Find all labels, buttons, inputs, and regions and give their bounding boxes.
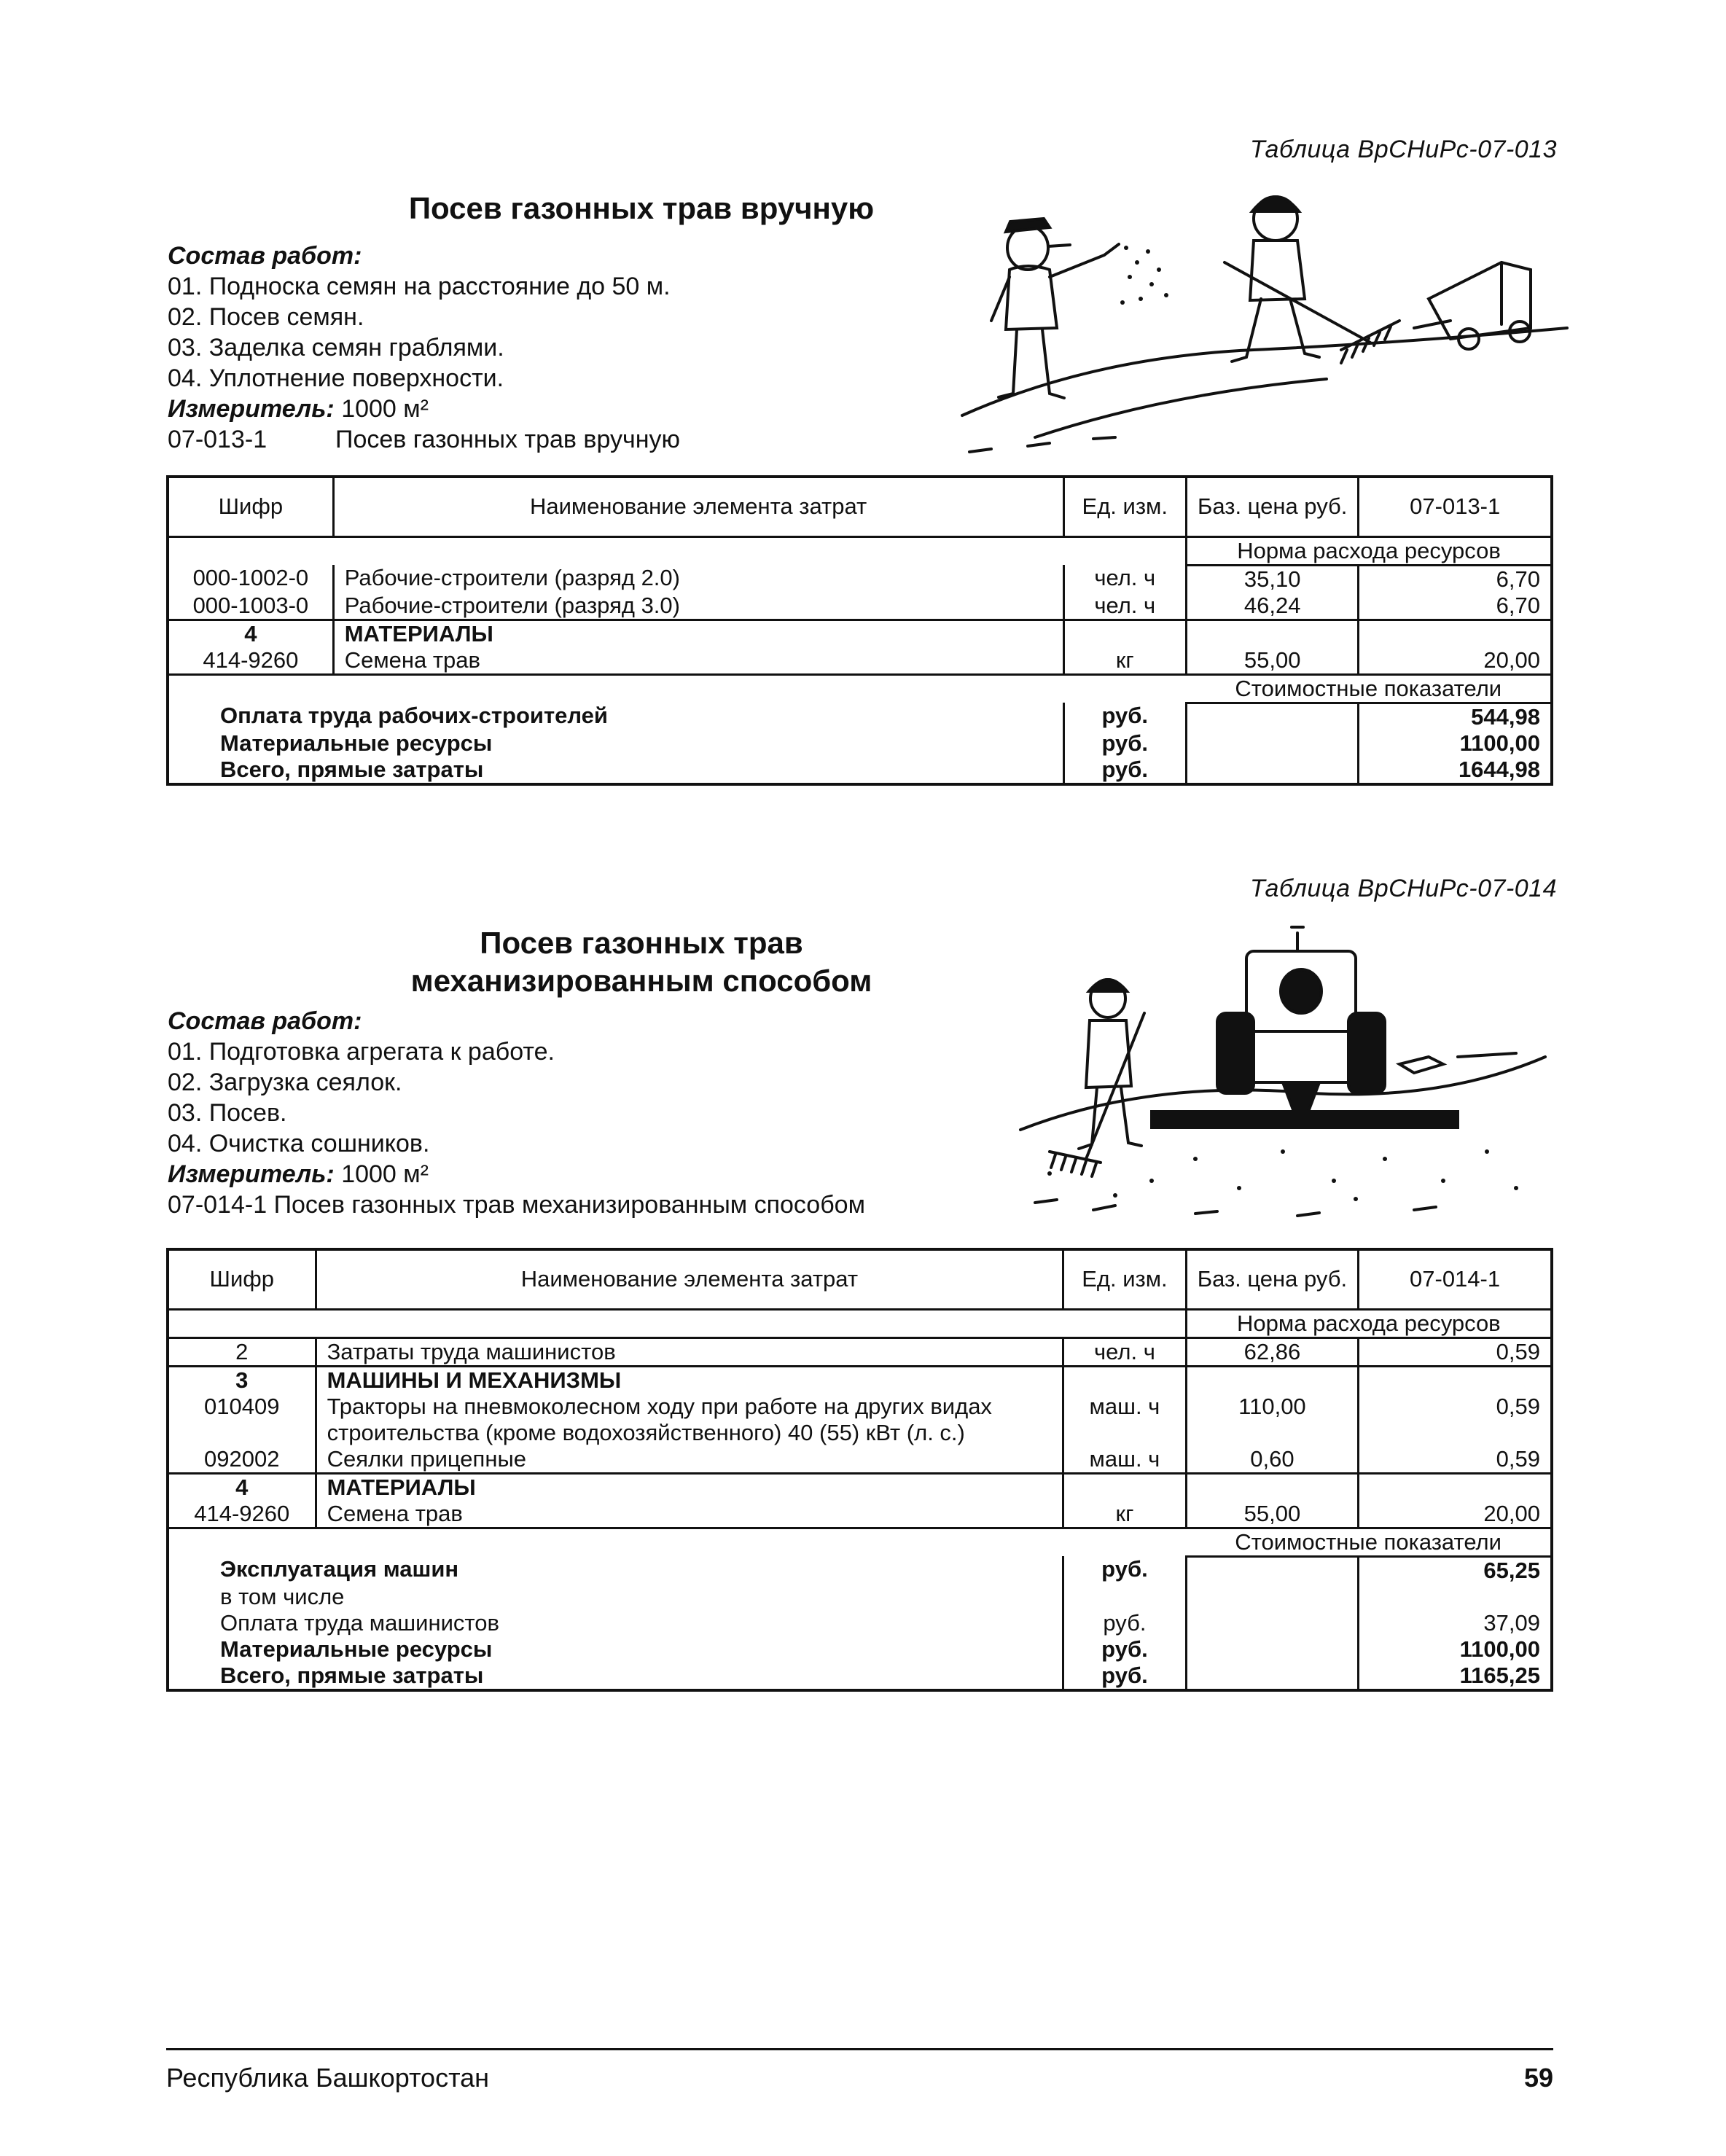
row-name: Рабочие-строители (разряд 2.0) — [333, 565, 1063, 593]
work-item: 04. Уплотнение поверхности. — [168, 364, 504, 392]
norm-label-row — [168, 1309, 1552, 1337]
cost-label-row — [168, 674, 1552, 703]
row-code: 3 — [168, 1366, 316, 1394]
row-name: Сеялки прицепные — [316, 1446, 1063, 1474]
cost-name: в том числе — [220, 1583, 345, 1609]
table-ref-07-014: Таблица ВрСНиРс-07-014 — [1249, 875, 1557, 902]
col-header-unit: Ед. изм. — [1063, 477, 1186, 536]
cost-name: Оплата труда рабочих-строителей — [220, 703, 608, 728]
cost-name: Эксплуатация машин — [220, 1556, 459, 1582]
col-header-item: 07-013-1 — [1359, 477, 1552, 536]
row-name: Семена трав — [316, 1501, 1063, 1528]
cost-row — [168, 1610, 1552, 1636]
meter-value: 1000 м² — [341, 395, 429, 423]
item-line — [168, 1190, 865, 1220]
table-row — [168, 1501, 1552, 1528]
row-value: 6,70 — [1359, 565, 1552, 593]
title-line-2: механизированным способом — [410, 964, 872, 998]
col-header-code: Шифр — [168, 1249, 316, 1309]
cost-unit: руб. — [1063, 730, 1186, 757]
row-group-name: МАТЕРИАЛЫ — [333, 620, 1063, 647]
norm-label-row — [168, 536, 1552, 565]
cost-value: 1644,98 — [1359, 757, 1552, 784]
sowing-workers-illustration — [948, 175, 1574, 459]
row-unit — [1063, 1366, 1187, 1394]
norm-label: Норма расхода ресурсов — [1187, 536, 1553, 565]
cost-label-row — [168, 1528, 1552, 1556]
cost-unit: руб. — [1063, 1663, 1187, 1690]
cost-value: 1165,25 — [1359, 1663, 1552, 1690]
row-code: 4 — [168, 1473, 316, 1501]
table-header — [168, 1249, 1552, 1309]
col-header-unit: Ед. изм. — [1063, 1249, 1187, 1309]
row-unit: кг — [1063, 1501, 1187, 1528]
table-row — [168, 1473, 1552, 1501]
row-price: 55,00 — [1187, 647, 1359, 675]
cost-name: Всего, прямые затраты — [220, 1662, 484, 1688]
title-line-1: Посев газонных трав — [480, 926, 803, 960]
row-value: 20,00 — [1359, 1501, 1552, 1528]
table-header — [168, 477, 1552, 536]
row-value — [1359, 620, 1552, 647]
cost-value: 1100,00 — [1359, 730, 1552, 757]
row-unit: чел. ч — [1063, 565, 1186, 593]
norm-table-07-014 — [166, 1248, 1553, 1692]
row-code: 010409 — [204, 1393, 280, 1419]
item-line — [168, 424, 680, 455]
cost-unit: руб. — [1063, 1636, 1187, 1663]
cost-name: Всего, прямые затраты — [220, 756, 484, 782]
row-code: 092002 — [204, 1445, 280, 1472]
work-composition-07-013 — [168, 241, 680, 455]
table-ref-07-013: Таблица ВрСНиРс-07-013 — [1249, 136, 1557, 163]
cost-name: Оплата труда машинистов — [220, 1609, 499, 1636]
cost-label: Стоимостные показатели — [1187, 674, 1553, 703]
table-row — [168, 1366, 1552, 1394]
work-item: 02. Загрузка сеялок. — [168, 1069, 402, 1096]
work-item: 03. Посев. — [168, 1099, 287, 1127]
row-price: 55,00 — [1186, 1501, 1358, 1528]
row-unit — [1063, 620, 1186, 647]
col-header-code: Шифр — [168, 477, 333, 536]
col-header-name: Наименование элемента затрат — [333, 477, 1063, 536]
meter-label: Измеритель: — [168, 395, 335, 423]
row-unit: чел. ч — [1063, 593, 1186, 620]
meter-line — [168, 394, 680, 424]
page-number: 59 — [1523, 2063, 1553, 2093]
composition-label: Состав работ: — [168, 242, 362, 270]
cost-value — [1359, 1584, 1552, 1610]
row-code: 414-9260 — [194, 1500, 290, 1526]
norm-table-07-013 — [166, 475, 1553, 786]
cost-label: Стоимостные показатели — [1186, 1528, 1552, 1556]
table-row — [168, 593, 1552, 620]
meter-line — [168, 1159, 865, 1190]
cost-unit: руб. — [1063, 1556, 1187, 1584]
work-item: 03. Заделка семян граблями. — [168, 334, 504, 362]
table-row — [168, 1337, 1552, 1366]
cost-row — [168, 1556, 1552, 1584]
cost-value: 1100,00 — [1359, 1636, 1552, 1663]
footer-divider — [166, 2048, 1553, 2050]
row-value: 0,59 — [1359, 1337, 1552, 1366]
item-name: Посев газонных трав механизированным способом — [273, 1191, 865, 1219]
cost-unit: руб. — [1063, 703, 1186, 730]
norm-label: Норма расхода ресурсов — [1186, 1309, 1552, 1337]
row-code: 2 — [168, 1337, 316, 1366]
row-price — [1186, 1473, 1358, 1501]
meter-value: 1000 м² — [341, 1160, 429, 1188]
cost-row — [168, 730, 1552, 757]
col-header-item: 07-014-1 — [1359, 1249, 1552, 1309]
cost-value: 65,25 — [1359, 1556, 1552, 1584]
cost-unit — [1063, 1584, 1187, 1610]
cost-row — [168, 1584, 1552, 1610]
row-price — [1186, 1366, 1358, 1394]
row-unit — [1063, 1473, 1187, 1501]
row-group-name: МАШИНЫ И МЕХАНИЗМЫ — [316, 1366, 1063, 1394]
row-name: Тракторы на пневмоколесном ходу при работе на других видах строительства (кроме водохозяйственного) 40 (55) кВт (л. с.) — [316, 1394, 1063, 1446]
cost-unit: руб. — [1063, 757, 1186, 784]
cost-name: Материальные ресурсы — [220, 1636, 493, 1662]
work-composition-07-014 — [168, 1006, 865, 1220]
cost-row — [168, 1636, 1552, 1663]
cost-value: 37,09 — [1359, 1610, 1552, 1636]
row-price: 62,86 — [1186, 1337, 1358, 1366]
footer-region: Республика Башкортостан — [166, 2063, 490, 2093]
row-value: 0,59 — [1359, 1394, 1552, 1446]
section-title-07-013: Посев газонных трав вручную — [408, 191, 875, 225]
row-value: 0,59 — [1359, 1446, 1552, 1474]
row-price — [1187, 620, 1359, 647]
composition-label: Состав работ: — [168, 1007, 362, 1035]
row-code: 4 — [168, 620, 333, 647]
row-value — [1359, 1366, 1552, 1394]
item-code: 07-014-1 — [168, 1191, 268, 1219]
row-code: 000-1002-0 — [192, 565, 309, 590]
row-price: 46,24 — [1187, 593, 1359, 620]
row-value — [1359, 1473, 1552, 1501]
row-price: 0,60 — [1186, 1446, 1358, 1474]
item-code: 07-013-1 — [168, 426, 268, 453]
table-row — [168, 620, 1552, 647]
col-header-price: Баз. цена руб. — [1186, 1249, 1358, 1309]
row-value: 6,70 — [1359, 593, 1552, 620]
row-name: Семена трав — [333, 647, 1063, 675]
item-name: Посев газонных трав вручную — [335, 426, 680, 453]
row-name: Затраты труда машинистов — [316, 1337, 1063, 1366]
row-name: Рабочие-строители (разряд 3.0) — [333, 593, 1063, 620]
cost-value: 544,98 — [1359, 703, 1552, 730]
section-title-07-014 — [168, 924, 1115, 1000]
row-unit: чел. ч — [1063, 1337, 1187, 1366]
work-item: 04. Очистка сошников. — [168, 1130, 430, 1157]
work-item: 01. Подготовка агрегата к работе. — [168, 1038, 555, 1066]
table-row — [168, 1394, 1552, 1446]
cost-row — [168, 757, 1552, 784]
row-price: 35,10 — [1187, 565, 1359, 593]
tractor-seeder-illustration — [1006, 911, 1560, 1232]
row-group-name: МАТЕРИАЛЫ — [316, 1473, 1063, 1501]
cost-row — [168, 703, 1552, 730]
row-unit: кг — [1063, 647, 1186, 675]
col-header-price: Баз. цена руб. — [1187, 477, 1359, 536]
col-header-name: Наименование элемента затрат — [316, 1249, 1063, 1309]
row-code: 414-9260 — [203, 647, 299, 673]
row-value: 20,00 — [1359, 647, 1552, 675]
row-code: 000-1003-0 — [192, 592, 309, 618]
row-price: 110,00 — [1186, 1394, 1358, 1446]
row-unit: маш. ч — [1063, 1394, 1187, 1446]
cost-name: Материальные ресурсы — [220, 730, 493, 756]
table-row — [168, 565, 1552, 593]
cost-unit: руб. — [1063, 1610, 1187, 1636]
table-row — [168, 647, 1552, 675]
cost-row — [168, 1663, 1552, 1690]
meter-label: Измеритель: — [168, 1160, 335, 1188]
table-row — [168, 1446, 1552, 1474]
work-item: 02. Посев семян. — [168, 303, 364, 331]
row-unit: маш. ч — [1063, 1446, 1187, 1474]
work-item: 01. Подноска семян на расстояние до 50 м. — [168, 273, 671, 300]
